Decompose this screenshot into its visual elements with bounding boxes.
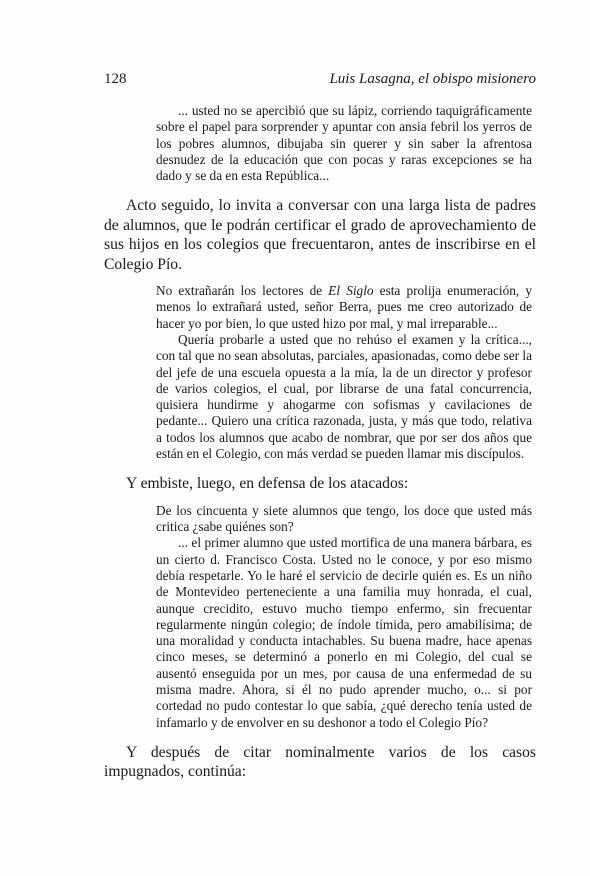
spacer (104, 731, 536, 743)
page-number: 128 (104, 71, 127, 87)
block-quote-1: ... usted no se apercibió que su lápiz, corriendo taquigráficamente sobre el papel para sorprender y apuntar con ansia febril los yerros de los pobres alumnos, dibujaba sin querer y sin saber la afrentosa desnudez de la educación que con pocas y raras excepciones se ha dado y se da en esta República... (156, 103, 532, 184)
quote-text: No extrañarán los lectores de (156, 283, 329, 299)
spacer (104, 184, 536, 196)
block-quote-2a (156, 283, 532, 332)
newspaper-title: El Siglo (328, 283, 374, 299)
paragraph-1: Acto seguido, lo invita a conversar con una larga lista de padres de alumnos, que le podrán certificar el grado de aprovechamiento de sus hijos en los colegios que frecuentaron, antes de inscribirse en el Colegio Pío. (104, 197, 536, 273)
quote-text: esta prolija enumeración, y menos lo extrañará usted, señor Berra, pues me creo autorizado de hacer yo por bien, lo que usted hizo por mal, y mal irreparable... (156, 283, 532, 331)
paragraph-3: Y después de citar nominalmente varios de los casos impugnados, continúa: (104, 743, 536, 781)
paragraph-2: Y embiste, luego, en defensa de los atacados: (126, 475, 409, 493)
page-header (104, 71, 536, 91)
spacer (104, 494, 536, 503)
block-quote-3b: ... el primer alumno que usted mortifica de una manera bárbara, es un cierto d. Francisco Costa. Usted no le conoce, y por eso mismo debía respetarle. Yo le haré el servicio de decirle quién es. Es un niño de Montevideo perteneciente a una familia muy honrada, el cual, aunque crecidito, estuvo mucho tiempo enfermo, sin frecuentar regularmente ningún colegio; de índole tímida, pero amabilísima; de una moralidad y conducta intachables. Su buena madre, hace apenas cinco meses, se determinó a ponerlo en mi Colegio, del cual se ausentó enseguida por un mes, por causa de una enfermedad de su misma madre. Ahora, si él no pudo aprender mucho, o... si por cortedad no pudo contestar lo que sabía, ¿qué derecho tenía usted de infamarlo y de envolver en su deshonor a todo el Colegio Pío? (156, 535, 532, 730)
block-quote-3a: De los cincuenta y siete alumnos que tengo, los doce que usted más critica ¿sabe quiénes son? (156, 502, 532, 535)
spacer (104, 462, 536, 474)
block-quote-2b: Quería probarle a usted que no rehúso el examen y la crítica..., con tal que no sean absolutas, parciales, apasionadas, como debe ser la del jefe de una escuela opuesta a la mía, la de un director y profesor de varios colegios, el cual, por librarse de una fatal concurrencia, quisiera hundirme y ahogarme con sofismas y cavilaciones de pedante... Quiero una crítica razonada, justa, y más que todo, relativa a todos los alumnos que acabo de nombrar, que por ser dos años que están en el Colegio, con más verdad se pueden llamar mis discípulos. (156, 332, 532, 462)
spacer (104, 274, 536, 283)
page-content (104, 103, 536, 782)
running-head: Luis Lasagna, el obispo misionero (329, 71, 536, 87)
